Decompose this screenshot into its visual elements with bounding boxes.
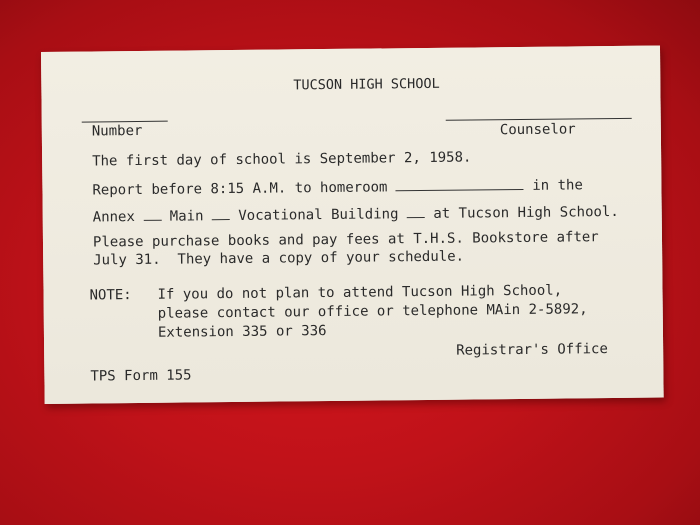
main-label: Main [161, 208, 212, 225]
form-number: TPS Form 155 [90, 367, 192, 385]
homeroom-blank [396, 177, 524, 191]
building-line-end: at Tucson High School. [424, 203, 619, 222]
note-line-1: If you do not plan to attend Tucson High School, [157, 282, 563, 303]
card-title: TUCSON HIGH SCHOOL [293, 75, 440, 94]
counselor-label: Counselor [499, 121, 576, 139]
annex-label: Annex [92, 208, 144, 226]
report-text-end: in the [523, 177, 583, 194]
main-blank [212, 207, 230, 220]
bookstore-line: Please purchase books and pay fees at T.H.S. Bookstore after [92, 229, 599, 251]
first-day-line: The first day of school is September 2, 1958. [92, 149, 472, 170]
schedule-line: July 31. They have a copy of your schedule. [93, 248, 465, 269]
note-line-2: please contact our office or telephone MAin 2-5892, [157, 301, 588, 322]
vocational-label: Vocational Building [229, 206, 407, 225]
note-line-3: Extension 335 or 336 [157, 323, 327, 341]
number-label: Number [91, 122, 143, 140]
counselor-blank [446, 118, 632, 121]
school-card [41, 46, 664, 404]
vocational-blank [407, 205, 425, 218]
report-line [92, 176, 583, 197]
annex-blank [143, 208, 161, 221]
note-label: NOTE: [89, 287, 132, 304]
registrar-office: Registrar's Office [456, 341, 608, 359]
report-text: Report before 8:15 A.M. to homeroom [92, 179, 396, 199]
building-line [93, 203, 619, 225]
